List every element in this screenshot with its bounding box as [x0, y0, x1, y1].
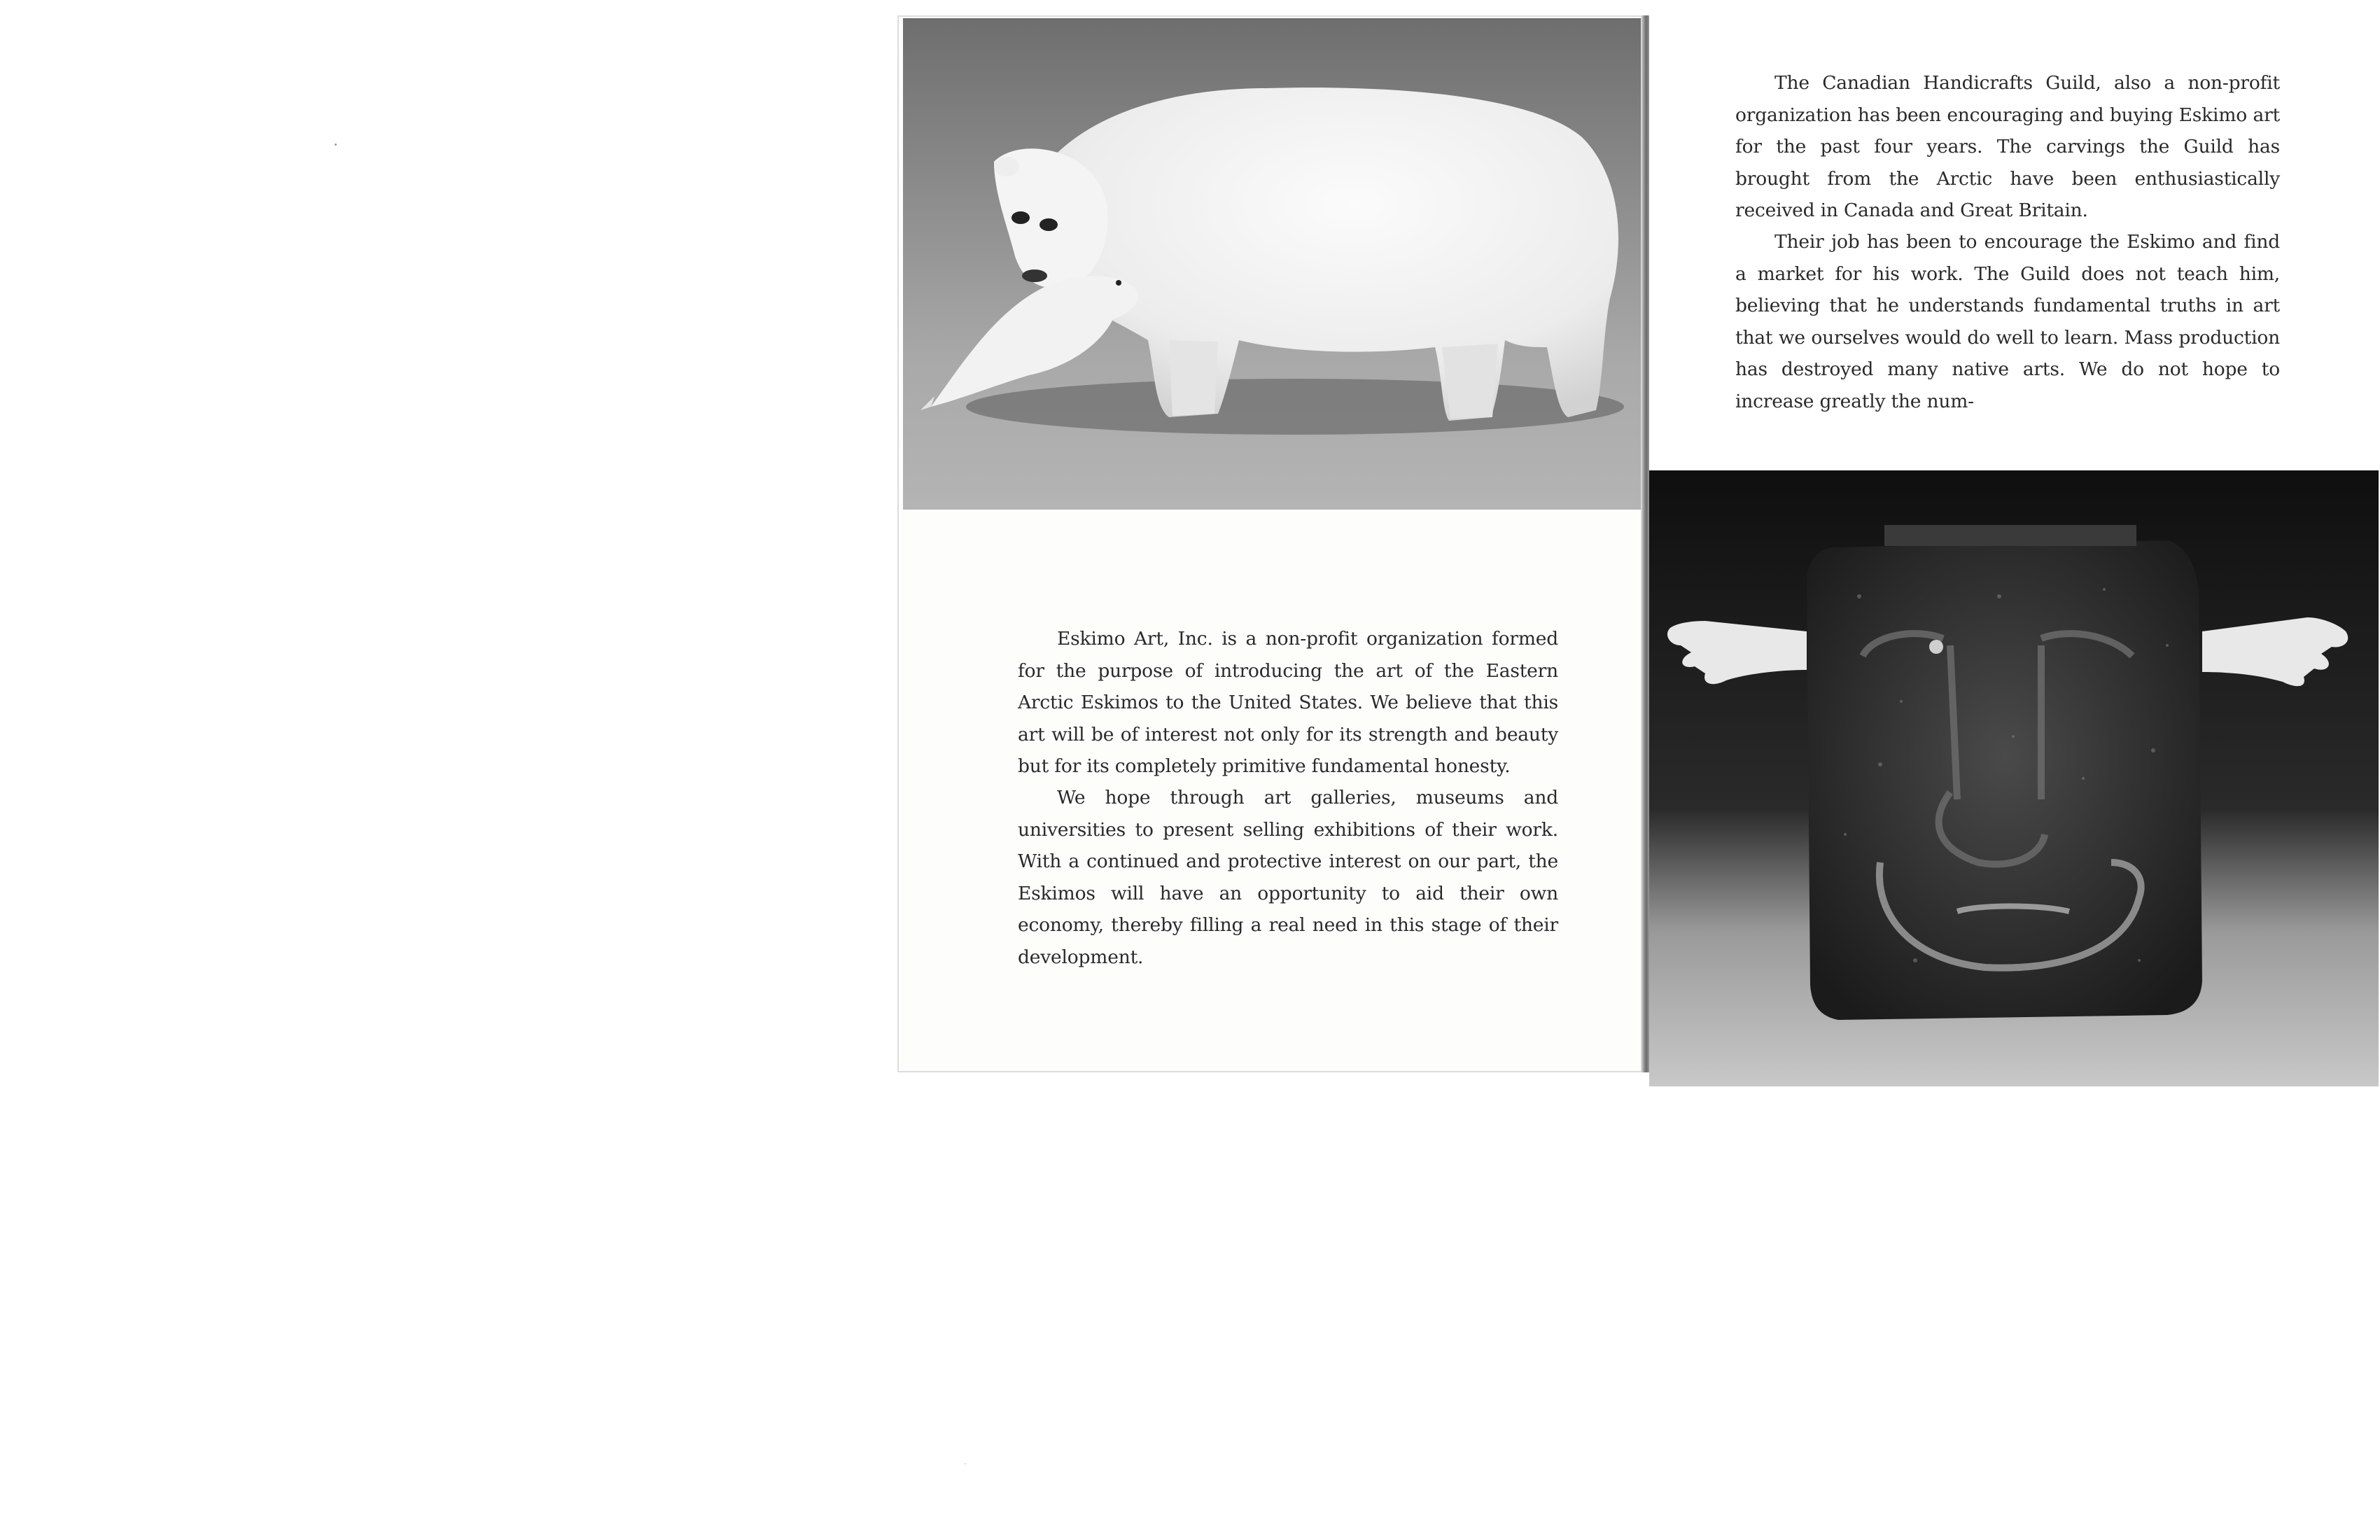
eskimo-art-intro-paragraph: Eskimo Art, Inc. is a non-profit organization formed for the purpose of introducing the art of the Eastern Arctic Eskimos to the United States. We believe that this art will be of interest not only for its strength and beauty but for its completely primitive fundamental honesty. [1018, 628, 1558, 777]
exhibitions-paragraph: We hope through art galleries, museums and universities to present selling exhibitions of their work. With a continued and protective interest on our part, the Eskimos will have an opportunity to aid their own economy, thereby filling a real need in this stage of their development. [1018, 787, 1558, 968]
guild-job-paragraph: Their job has been to encourage the Eskimo and find a market for his work. The Guild does not teach him, believing that he understands fundamental truths in art that we ourselves would do well to learn. Mass production has destroyed many native arts. We do not hope to increase greatly the num- [1735, 231, 2280, 412]
page-fold [1641, 15, 1649, 1072]
polar-bear-carving-photo [903, 18, 1642, 510]
stone-face-carving-photo [1649, 470, 2379, 1086]
guild-paragraph: The Canadian Handicrafts Guild, also a non-profit organization has been encouraging and buying Eskimo art for the past four years. The carvings the Guild has brought from the Arctic have been enthusiastically received in Canada and Great Britain. [1735, 72, 2280, 221]
brochure-spread [897, 15, 2379, 1072]
scan-speck [965, 1463, 966, 1464]
scan-speck [335, 144, 337, 146]
